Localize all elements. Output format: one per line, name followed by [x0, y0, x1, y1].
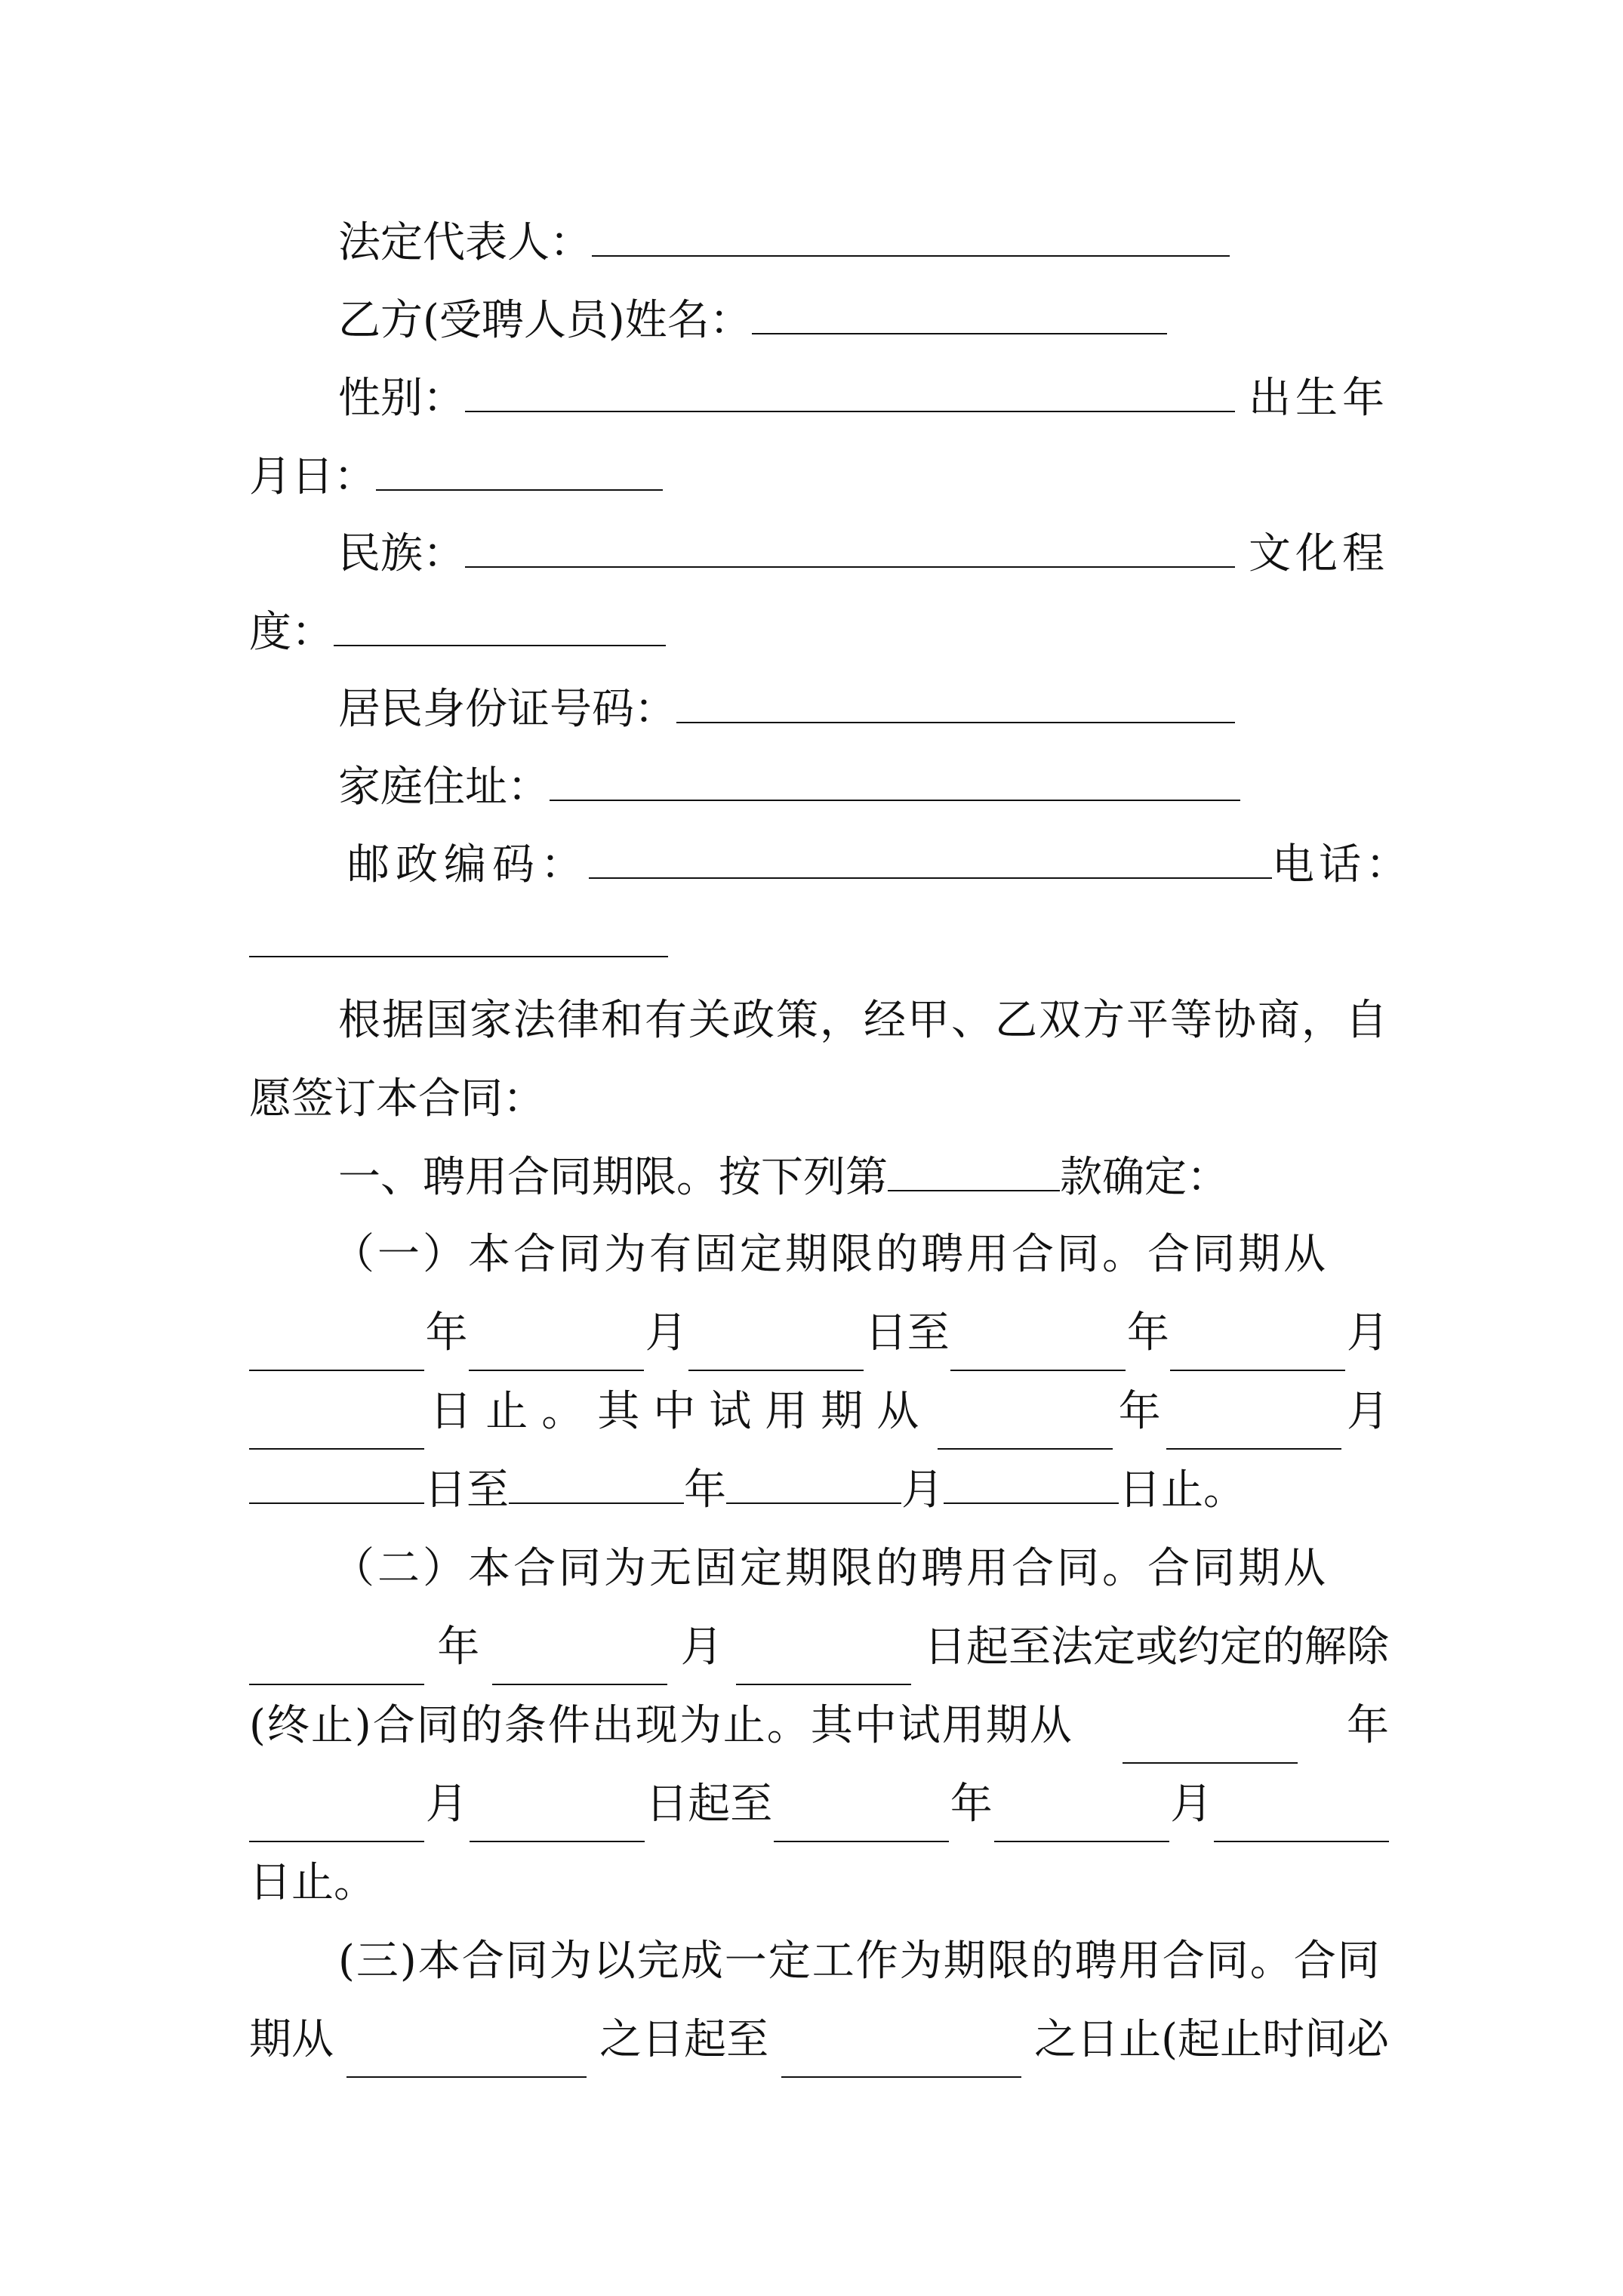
- c2-terminate-text: (终止)合同的条件出现为止。其中试用期从: [249, 1701, 1073, 1750]
- phone-line: [249, 906, 1389, 982]
- gender-label: 性别：: [338, 374, 465, 423]
- clause2-line-c: [249, 1688, 1389, 1764]
- c1-trial-day-to-label: 日至: [424, 1465, 509, 1515]
- c2-trial-year-label: 年: [1346, 1701, 1389, 1750]
- c3-until-label: 之日起至: [599, 2015, 769, 2064]
- c2-until-text: 日起至法定或约定的解除: [923, 1623, 1389, 1672]
- c2-trial-end-day-blank[interactable]: [1214, 1794, 1389, 1842]
- c2-trial-end-year-label: 年: [950, 1780, 993, 1829]
- id-no-blank[interactable]: [676, 675, 1235, 723]
- clause1-line-d: [249, 1453, 1389, 1528]
- c1-trial-month-blank[interactable]: [1166, 1401, 1341, 1450]
- clause2-text-e: 日止。: [249, 1858, 376, 1907]
- id-no-label: 居民身份证号码：: [338, 685, 676, 734]
- c1-end-day-blank[interactable]: [249, 1401, 424, 1450]
- ethnicity-line: [338, 516, 1389, 592]
- term-title-line: [338, 1140, 1395, 1216]
- birth-blank[interactable]: [376, 442, 663, 491]
- clause1-line-b: [249, 1296, 1389, 1371]
- c2-trial-month-label: 月: [425, 1780, 468, 1829]
- address-line: [338, 750, 1395, 825]
- birth-label-a: 出生年: [1249, 374, 1389, 423]
- clause3-line-a: [338, 1924, 1395, 1999]
- clause3-text-a: (三)本合同为以完成一定工作为期限的聘用合同。合同: [338, 1937, 1381, 1986]
- c1-trial-end-label: 日止。: [1119, 1465, 1246, 1515]
- c2-start-year-blank[interactable]: [249, 1637, 424, 1685]
- postcode-line: [347, 827, 1412, 903]
- clause1-line-c: [249, 1374, 1389, 1450]
- birth-label-b: 月日：: [249, 452, 376, 501]
- intro-line-a: [338, 983, 1395, 1059]
- edu-label-b: 度：: [249, 608, 334, 657]
- clause2-line-e: [249, 1845, 1389, 1921]
- c2-year-label: 年: [437, 1623, 480, 1672]
- birth-line: [249, 439, 1389, 515]
- term-title-b: 款确定：: [1060, 1153, 1229, 1202]
- c2-from-to-label: 日起至: [645, 1780, 773, 1829]
- c1-year-label: 年: [425, 1308, 468, 1358]
- c1-end-month-label: 月: [1346, 1308, 1389, 1358]
- postcode-label: 邮政编码：: [347, 840, 589, 889]
- address-blank[interactable]: [550, 753, 1240, 801]
- c1-trial-month-label: 月: [1346, 1387, 1389, 1436]
- c2-trial-end-month-blank[interactable]: [994, 1794, 1169, 1842]
- c1-trial-end-year-label: 年: [684, 1465, 726, 1515]
- c3-start-blank[interactable]: [346, 2029, 587, 2078]
- c1-trial-end-month-blank[interactable]: [726, 1456, 901, 1504]
- c2-trial-end-month-label: 月: [1170, 1780, 1213, 1829]
- ethnicity-label: 民族：: [338, 529, 465, 578]
- c1-trial-day-blank[interactable]: [249, 1456, 424, 1504]
- legal-rep-label: 法定代表人：: [338, 218, 592, 267]
- c1-trial-label: 日止。其中试用期从: [430, 1387, 933, 1436]
- c1-end-year-blank[interactable]: [950, 1323, 1126, 1371]
- c1-trial-end-month-label: 月: [901, 1465, 944, 1515]
- clause3-line-b: [249, 2002, 1389, 2078]
- clause2-line-b: [249, 1610, 1389, 1685]
- c2-trial-year-blank[interactable]: [1123, 1715, 1298, 1764]
- party-b-name-line: [338, 283, 1395, 359]
- c1-month-label: 月: [645, 1308, 688, 1358]
- party-b-name-label: 乙方(受聘人员)姓名：: [338, 296, 752, 345]
- c3-from-label: 期从: [249, 2015, 334, 2064]
- ethnicity-blank[interactable]: [465, 519, 1235, 568]
- c2-start-day-blank[interactable]: [736, 1637, 911, 1685]
- c2-trial-month-blank[interactable]: [249, 1794, 424, 1842]
- id-no-line: [338, 672, 1395, 747]
- c3-end-blank[interactable]: [781, 2029, 1021, 2078]
- c2-trial-day-blank[interactable]: [470, 1794, 645, 1842]
- intro-text-b: 愿签订本合同：: [249, 1074, 545, 1123]
- term-title-a: 一、聘用合同期限。按下列第: [338, 1153, 888, 1202]
- gender-line: [338, 361, 1389, 436]
- edu-label-a: 文化程: [1249, 529, 1389, 578]
- clause2-line-d: [249, 1767, 1389, 1842]
- c1-end-year-label: 年: [1126, 1308, 1169, 1358]
- phone-label: 电话：: [1272, 840, 1412, 889]
- clause2-text-a: （二）本合同为无固定期限的聘用合同。合同期从: [332, 1544, 1329, 1593]
- legal-rep-blank[interactable]: [592, 208, 1230, 257]
- clause1-line-a: [332, 1217, 1389, 1293]
- c2-month-label: 月: [680, 1623, 723, 1672]
- c1-day-to-label: 日至: [864, 1308, 950, 1358]
- gender-blank[interactable]: [465, 364, 1235, 412]
- term-clause-blank[interactable]: [888, 1143, 1060, 1191]
- clause2-line-a: [332, 1531, 1389, 1607]
- c1-trial-year-blank[interactable]: [938, 1401, 1113, 1450]
- c1-start-month-blank[interactable]: [469, 1323, 644, 1371]
- phone-blank[interactable]: [249, 909, 668, 957]
- party-b-name-blank[interactable]: [752, 286, 1167, 334]
- c3-end-text: 之日止(起止时间必: [1034, 2015, 1389, 2064]
- edu-blank[interactable]: [334, 598, 666, 646]
- c1-start-day-blank[interactable]: [688, 1323, 864, 1371]
- c1-start-year-blank[interactable]: [249, 1323, 424, 1371]
- legal-rep-line: [338, 205, 1395, 281]
- c2-start-month-blank[interactable]: [492, 1637, 667, 1685]
- intro-line-b: [249, 1062, 1389, 1137]
- c2-trial-end-year-blank[interactable]: [774, 1794, 949, 1842]
- edu-line: [249, 595, 1389, 670]
- c1-end-month-blank[interactable]: [1170, 1323, 1345, 1371]
- c1-trial-end-year-blank[interactable]: [509, 1456, 684, 1504]
- clause1-text-a: （一）本合同为有固定期限的聘用合同。合同期从: [332, 1230, 1329, 1279]
- intro-text-a: 根据国家法律和有关政策，经甲、乙双方平等协商，自: [338, 996, 1389, 1045]
- postcode-blank[interactable]: [589, 831, 1272, 879]
- c1-trial-end-day-blank[interactable]: [944, 1456, 1119, 1504]
- address-label: 家庭住址：: [338, 763, 550, 812]
- c1-trial-year-label: 年: [1118, 1387, 1161, 1436]
